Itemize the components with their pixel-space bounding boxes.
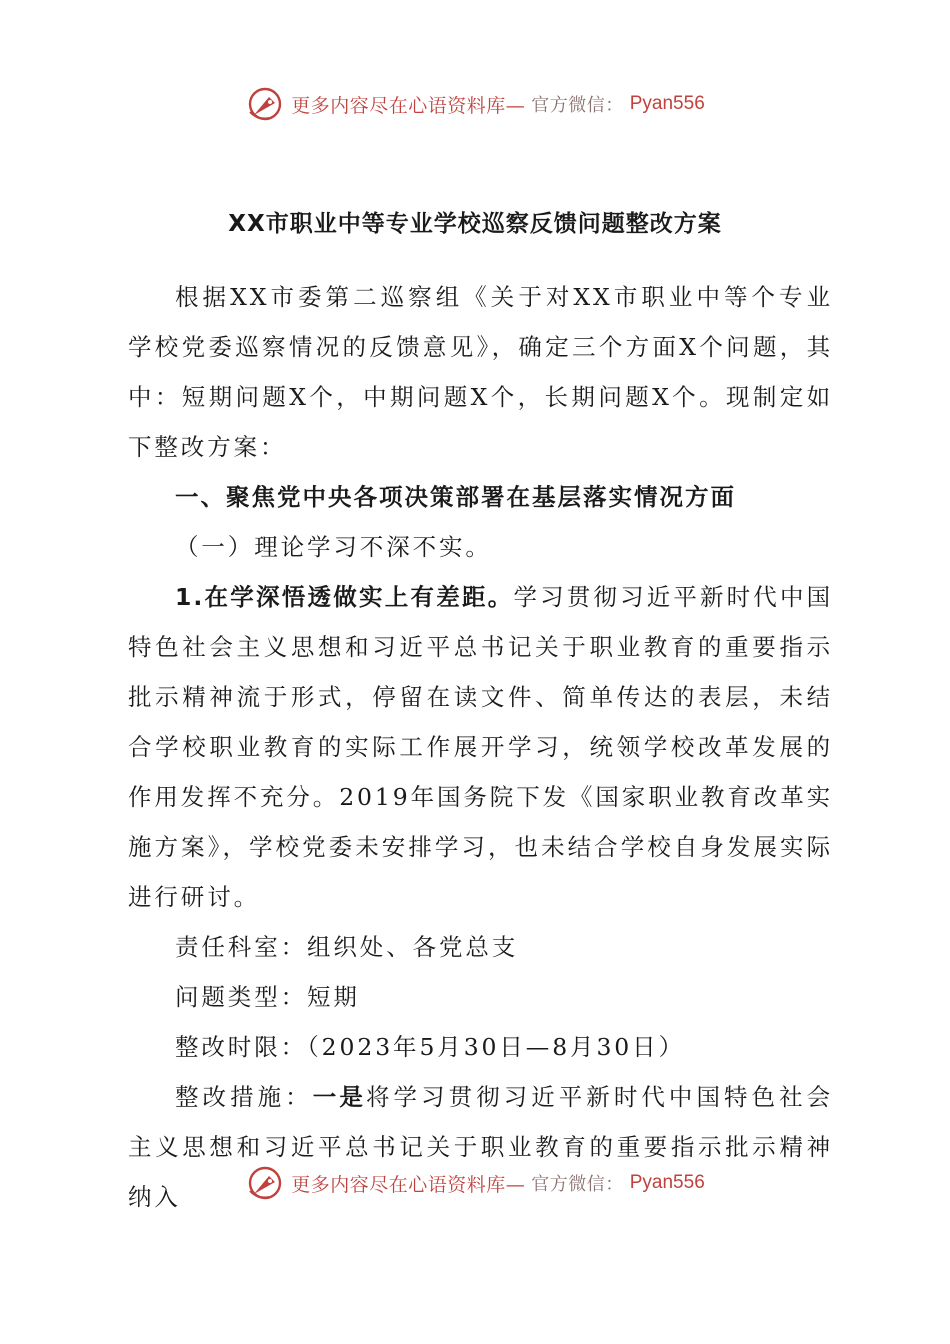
problem-type-line: 问题类型：短期	[175, 983, 360, 1011]
watermark-wechat-id: Pyan556	[629, 1172, 705, 1193]
pen-nib-logo-icon	[245, 1163, 285, 1203]
document-body	[128, 272, 833, 1222]
watermark-text: 更多内容尽在心语资料库—	[291, 1173, 526, 1196]
measures-first: 一是	[312, 1083, 366, 1111]
footer-watermark	[0, 1161, 950, 1205]
section-heading: 一、聚焦党中央各项决策部署在基层落实情况方面	[175, 483, 736, 511]
deadline-line: 整改时限：（2023年5月30日—8月30日）	[175, 1033, 685, 1061]
watermark-wechat-label: 官方微信：	[531, 1174, 624, 1195]
item-paragraph	[128, 572, 833, 922]
document-title: XX市职业中等专业学校巡察反馈问题整改方案	[228, 211, 722, 237]
pen-nib-logo-icon	[245, 84, 285, 124]
item-body: 学习贯彻习近平新时代中国特色社会主义思想和习近平总书记关于职业教育的重要指示批示精神流于形式，停留在读文件、简单传达的表层，未结合学校职业教育的实际工作展开学习，统领学校改革发展的作用发挥不充分。2019年国务院下发《国家职业教育改革实施方案》，学校党委未安排学习，也未结合学校自身发展实际进行研讨。	[128, 583, 834, 911]
measures-label: 整改措施：	[175, 1083, 313, 1111]
watermark-text: 更多内容尽在心语资料库—	[291, 94, 526, 117]
measures-text: 将学习贯彻习近平新时代中国特色社会主义思想和习近平总书记关于职业教育的重要指示批示精神纳入	[128, 1083, 834, 1211]
watermark-wechat-id: Pyan556	[629, 93, 705, 114]
subsection-heading: （一）理论学习不深不实。	[175, 533, 492, 561]
item-title: 1.在学深悟透做实上有差距。	[175, 583, 514, 611]
watermark-wechat-label: 官方微信：	[531, 95, 624, 116]
intro-paragraph: 根据XX市委第二巡察组《关于对XX市职业中等个专业学校党委巡察情况的反馈意见》，确定三个方面X个问题，其中：短期问题X个，中期问题X个，长期问题X个。现制定如下整改方案：	[128, 283, 833, 461]
responsible-line: 责任科室：组织处、各党总支	[175, 933, 519, 961]
header-watermark	[0, 82, 950, 126]
